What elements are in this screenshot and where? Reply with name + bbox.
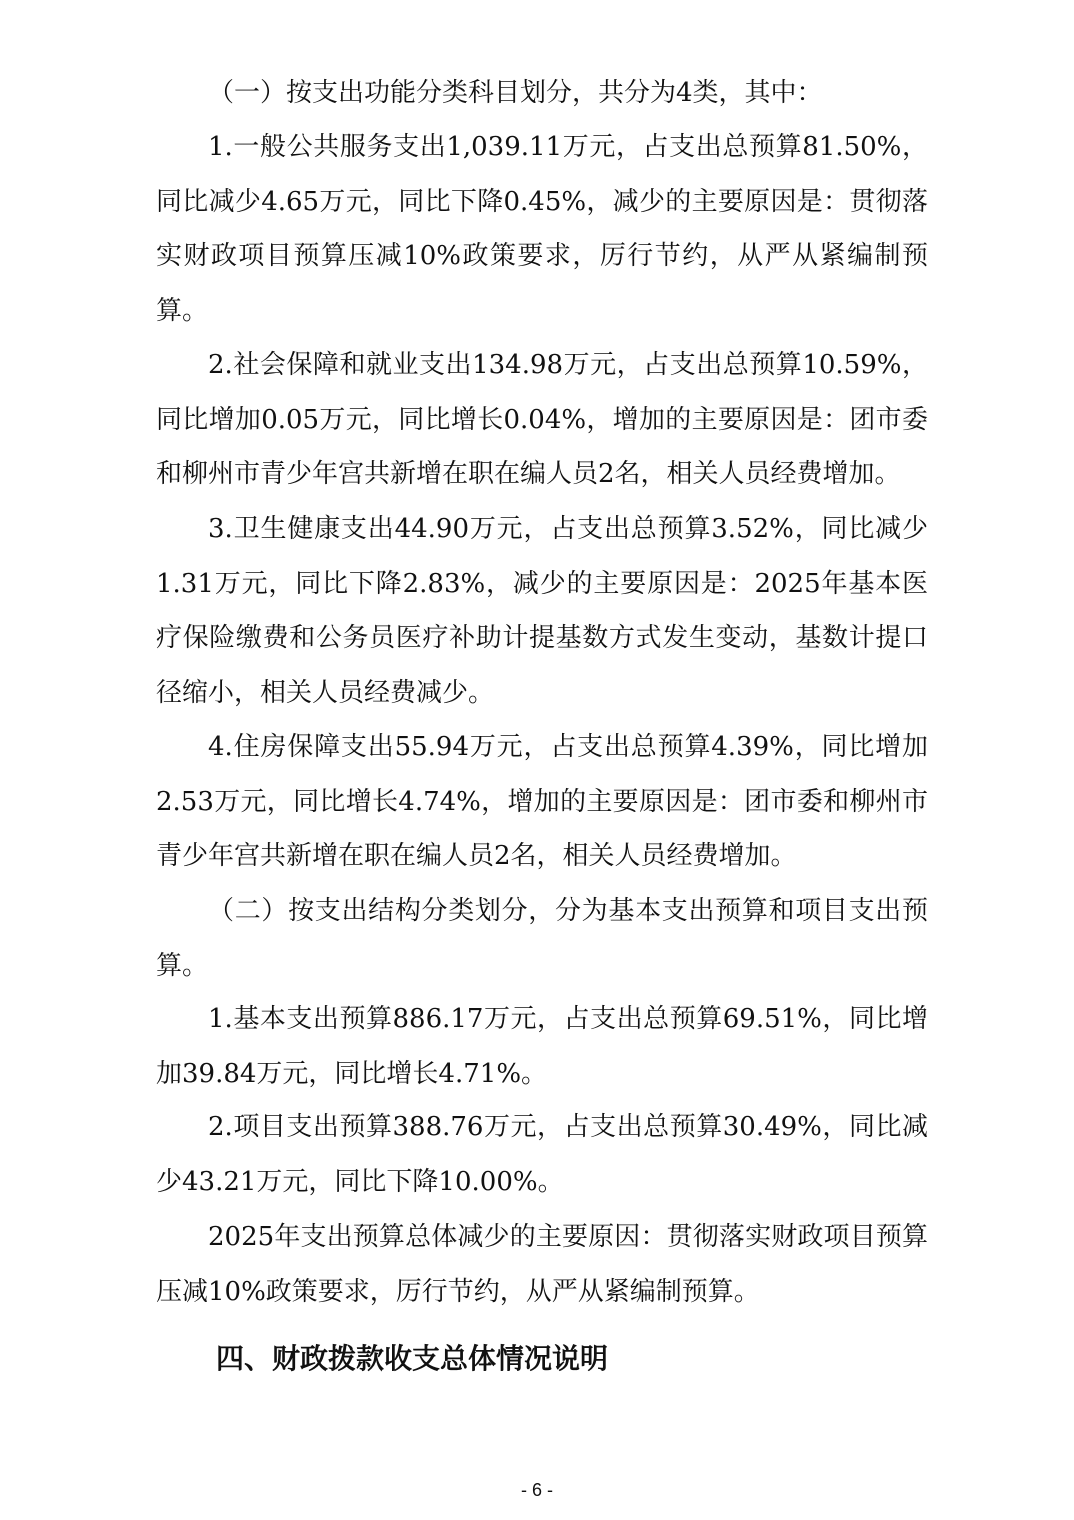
- paragraph-health: 3.卫生健康支出44.90万元，占支出总预算3.52%，同比减少1.31万元，同比下降2.83%，减少的主要原因是：2025年基本医疗保险缴费和公务员医疗补助计提基数方式发生变动，基数计提口径缩小，相关人员经费减少。: [156, 514, 928, 708]
- paragraph-basic-expenditure: 1.基本支出预算886.17万元，占支出总预算69.51%，同比增加39.84万元，同比增长4.71%。: [156, 1004, 928, 1089]
- paragraph-overall-reduction-reason: 2025年支出预算总体减少的主要原因：贯彻落实财政项目预算压减10%政策要求，厉行节约，从严从紧编制预算。: [156, 1222, 928, 1307]
- paragraph-general-public-services: 1.一般公共服务支出1,039.11万元，占支出总预算81.50%，同比减少4.65万元，同比下降0.45%，减少的主要原因是：贯彻落实财政项目预算压减10%政策要求，厉行节约，从严从紧编制预算。: [156, 132, 928, 326]
- page-number: - 6 -: [520, 1480, 553, 1500]
- paragraph-project-expenditure: 2.项目支出预算388.76万元，占支出总预算30.49%，同比减少43.21万元，同比下降10.00%。: [156, 1112, 928, 1197]
- paragraph-function-classification-intro: （一）按支出功能分类科目划分，共分为4类，其中：: [208, 78, 823, 108]
- section-heading: 四、财政拨款收支总体情况说明: [216, 1342, 609, 1375]
- paragraph-social-security-employment: 2.社会保障和就业支出134.98万元，占支出总预算10.59%，同比增加0.05万元，同比增长0.04%，增加的主要原因是：团市委和柳州市青少年宫共新增在职在编人员2名，相关人员经费增加。: [156, 350, 928, 489]
- paragraph-structure-classification-intro: （二）按支出结构分类划分，分为基本支出预算和项目支出预算。: [156, 896, 928, 981]
- paragraph-housing: 4.住房保障支出55.94万元，占支出总预算4.39%，同比增加2.53万元，同比增长4.74%，增加的主要原因是：团市委和柳州市青少年宫共新增在职在编人员2名，相关人员经费增加。: [156, 732, 928, 871]
